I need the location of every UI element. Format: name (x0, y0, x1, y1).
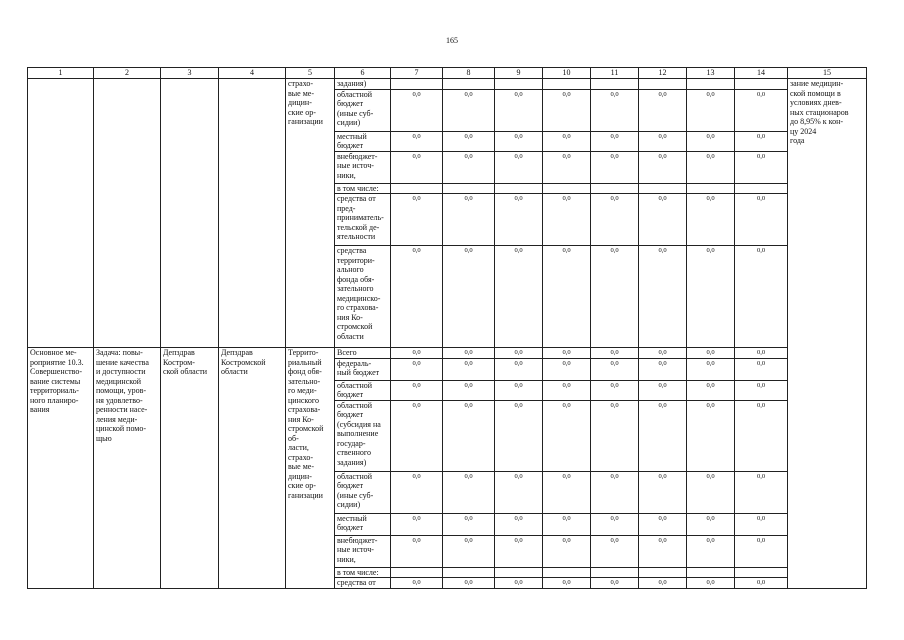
value-cell: 0,0 (443, 89, 495, 131)
value-cell: 0,0 (591, 380, 639, 400)
value-cell: 0,0 (687, 578, 735, 589)
value-cell: 0,0 (639, 246, 687, 348)
value-cell: 0,0 (391, 535, 443, 567)
value-cell (735, 183, 788, 194)
source-label: областной бюджет (335, 380, 391, 400)
responsible-cell: Депздрав Костромской области (219, 348, 286, 589)
value-cell (391, 79, 443, 90)
source-label: средства от пред- приниматель- тельской де- ятельности (335, 194, 391, 246)
table-row (28, 348, 867, 359)
column-header: 12 (639, 68, 687, 79)
value-cell (495, 79, 543, 90)
source-label: областной бюджет (иные суб- сидии) (335, 471, 391, 513)
empty-cell (28, 79, 94, 348)
value-cell: 0,0 (543, 513, 591, 535)
value-cell: 0,0 (735, 535, 788, 567)
value-cell: 0,0 (543, 578, 591, 589)
value-cell: 0,0 (443, 348, 495, 359)
value-cell (591, 567, 639, 578)
value-cell: 0,0 (495, 380, 543, 400)
value-cell: 0,0 (639, 400, 687, 471)
value-cell: 0,0 (443, 246, 495, 348)
source-label: в том числе: (335, 183, 391, 194)
value-cell: 0,0 (543, 89, 591, 131)
value-cell: 0,0 (495, 578, 543, 589)
value-cell (543, 183, 591, 194)
value-cell: 0,0 (591, 131, 639, 151)
value-cell: 0,0 (639, 471, 687, 513)
empty-cell (219, 79, 286, 348)
value-cell: 0,0 (591, 535, 639, 567)
value-cell: 0,0 (735, 471, 788, 513)
value-cell: 0,0 (639, 131, 687, 151)
value-cell: 0,0 (591, 194, 639, 246)
column-header: 1 (28, 68, 94, 79)
value-cell (543, 567, 591, 578)
value-cell: 0,0 (391, 246, 443, 348)
value-cell: 0,0 (443, 151, 495, 183)
value-cell: 0,0 (495, 151, 543, 183)
value-cell: 0,0 (591, 513, 639, 535)
column-header: 11 (591, 68, 639, 79)
value-cell: 0,0 (735, 400, 788, 471)
value-cell: 0,0 (591, 151, 639, 183)
executor-cell: страхо- вые ме- дицин- ские ор- ганизации (286, 79, 335, 348)
value-cell: 0,0 (543, 194, 591, 246)
value-cell: 0,0 (591, 89, 639, 131)
value-cell (543, 79, 591, 90)
column-header: 13 (687, 68, 735, 79)
source-label: Всего (335, 348, 391, 359)
value-cell: 0,0 (687, 358, 735, 380)
value-cell (735, 79, 788, 90)
value-cell: 0,0 (735, 131, 788, 151)
value-cell: 0,0 (443, 358, 495, 380)
source-label: федераль- ный бюджет (335, 358, 391, 380)
value-cell: 0,0 (543, 380, 591, 400)
value-cell: 0,0 (495, 89, 543, 131)
value-cell: 0,0 (735, 380, 788, 400)
value-cell (687, 79, 735, 90)
value-cell: 0,0 (495, 131, 543, 151)
empty-cell (94, 79, 161, 348)
value-cell: 0,0 (543, 348, 591, 359)
value-cell: 0,0 (687, 513, 735, 535)
value-cell: 0,0 (639, 194, 687, 246)
value-cell (443, 183, 495, 194)
value-cell: 0,0 (735, 358, 788, 380)
column-header: 15 (788, 68, 867, 79)
column-header: 4 (219, 68, 286, 79)
source-label: местный бюджет (335, 131, 391, 151)
value-cell (639, 79, 687, 90)
empty-cell (161, 79, 219, 348)
value-cell: 0,0 (391, 471, 443, 513)
source-label: в том числе: (335, 567, 391, 578)
source-label: внебюджет- ные источ- ники, (335, 535, 391, 567)
value-cell: 0,0 (639, 89, 687, 131)
value-cell: 0,0 (639, 535, 687, 567)
value-cell: 0,0 (687, 380, 735, 400)
value-cell (391, 567, 443, 578)
measure-name-cell: Основное ме- роприятие 10.3. Совершенство- вание системы территориаль- ного планиро- вания (28, 348, 94, 589)
value-cell: 0,0 (687, 89, 735, 131)
column-header: 14 (735, 68, 788, 79)
value-cell (495, 183, 543, 194)
budget-table (27, 67, 867, 589)
value-cell: 0,0 (735, 513, 788, 535)
column-header: 9 (495, 68, 543, 79)
value-cell: 0,0 (391, 358, 443, 380)
value-cell: 0,0 (687, 246, 735, 348)
column-header: 6 (335, 68, 391, 79)
value-cell: 0,0 (639, 358, 687, 380)
value-cell: 0,0 (687, 535, 735, 567)
value-cell: 0,0 (687, 151, 735, 183)
value-cell: 0,0 (495, 535, 543, 567)
column-header: 10 (543, 68, 591, 79)
value-cell: 0,0 (543, 358, 591, 380)
value-cell: 0,0 (687, 131, 735, 151)
value-cell (735, 567, 788, 578)
value-cell: 0,0 (735, 246, 788, 348)
value-cell: 0,0 (543, 471, 591, 513)
value-cell: 0,0 (735, 194, 788, 246)
value-cell: 0,0 (687, 400, 735, 471)
value-cell: 0,0 (443, 194, 495, 246)
value-cell: 0,0 (495, 348, 543, 359)
coexecutor-cell: Депздрав Костром- ской области (161, 348, 219, 589)
executor-cell: Террито- риальный фонд обя- зательно- го меди- цинского страхова- ния Ко- стромской об- ласти, страхо- вые ме- дицин- ские ор- ганизации (286, 348, 335, 589)
value-cell: 0,0 (735, 151, 788, 183)
column-header: 3 (161, 68, 219, 79)
value-cell: 0,0 (495, 400, 543, 471)
value-cell (687, 183, 735, 194)
value-cell: 0,0 (391, 151, 443, 183)
column-number-row (28, 68, 867, 79)
value-cell: 0,0 (495, 194, 543, 246)
column-header: 2 (94, 68, 161, 79)
value-cell: 0,0 (543, 246, 591, 348)
value-cell (687, 567, 735, 578)
value-cell: 0,0 (391, 380, 443, 400)
source-label: местный бюджет (335, 513, 391, 535)
value-cell: 0,0 (495, 471, 543, 513)
value-cell: 0,0 (443, 131, 495, 151)
result-cell: зание медицин- ской помощи в условиях днев- ных стационаров до 8,95% к кон- цу 2024 года (788, 79, 867, 589)
page-number: 165 (446, 36, 458, 45)
value-cell: 0,0 (687, 348, 735, 359)
column-header: 7 (391, 68, 443, 79)
value-cell: 0,0 (543, 131, 591, 151)
value-cell: 0,0 (735, 89, 788, 131)
value-cell (591, 183, 639, 194)
value-cell: 0,0 (639, 348, 687, 359)
value-cell: 0,0 (735, 578, 788, 589)
value-cell: 0,0 (639, 513, 687, 535)
source-label: средства территори- ального фонда обя- зательного медицинско- го страхова- ния Ко- стромской области (335, 246, 391, 348)
value-cell: 0,0 (639, 151, 687, 183)
source-label: задания) (335, 79, 391, 90)
value-cell: 0,0 (543, 151, 591, 183)
value-cell: 0,0 (391, 89, 443, 131)
value-cell: 0,0 (391, 400, 443, 471)
value-cell (495, 567, 543, 578)
value-cell: 0,0 (391, 131, 443, 151)
value-cell: 0,0 (495, 513, 543, 535)
value-cell: 0,0 (687, 471, 735, 513)
source-label: средства от (335, 578, 391, 589)
value-cell: 0,0 (391, 578, 443, 589)
value-cell: 0,0 (639, 578, 687, 589)
value-cell: 0,0 (443, 535, 495, 567)
value-cell: 0,0 (591, 358, 639, 380)
task-cell: Задача: повы- шение качества и доступности медицинской помощи, уров- ня удовлетво- ренности насе- ления меди- цинской помо- щью (94, 348, 161, 589)
value-cell: 0,0 (443, 513, 495, 535)
value-cell: 0,0 (591, 348, 639, 359)
value-cell: 0,0 (443, 400, 495, 471)
value-cell: 0,0 (639, 380, 687, 400)
value-cell: 0,0 (591, 246, 639, 348)
value-cell (443, 567, 495, 578)
value-cell: 0,0 (391, 513, 443, 535)
value-cell: 0,0 (495, 246, 543, 348)
table-row (28, 79, 867, 90)
value-cell (591, 79, 639, 90)
column-header: 8 (443, 68, 495, 79)
value-cell: 0,0 (443, 380, 495, 400)
value-cell: 0,0 (543, 535, 591, 567)
value-cell: 0,0 (591, 578, 639, 589)
source-label: внебюджет- ные источ- ники, (335, 151, 391, 183)
value-cell (639, 183, 687, 194)
value-cell: 0,0 (591, 471, 639, 513)
value-cell: 0,0 (443, 578, 495, 589)
value-cell (391, 183, 443, 194)
value-cell: 0,0 (591, 400, 639, 471)
source-label: областной бюджет (субсидия на выполнение государ- ственного задания) (335, 400, 391, 471)
value-cell: 0,0 (735, 348, 788, 359)
value-cell: 0,0 (443, 471, 495, 513)
value-cell: 0,0 (391, 194, 443, 246)
value-cell: 0,0 (687, 194, 735, 246)
value-cell: 0,0 (543, 400, 591, 471)
value-cell: 0,0 (391, 348, 443, 359)
value-cell: 0,0 (495, 358, 543, 380)
value-cell (639, 567, 687, 578)
column-header: 5 (286, 68, 335, 79)
source-label: областной бюджет (иные суб- сидии) (335, 89, 391, 131)
value-cell (443, 79, 495, 90)
